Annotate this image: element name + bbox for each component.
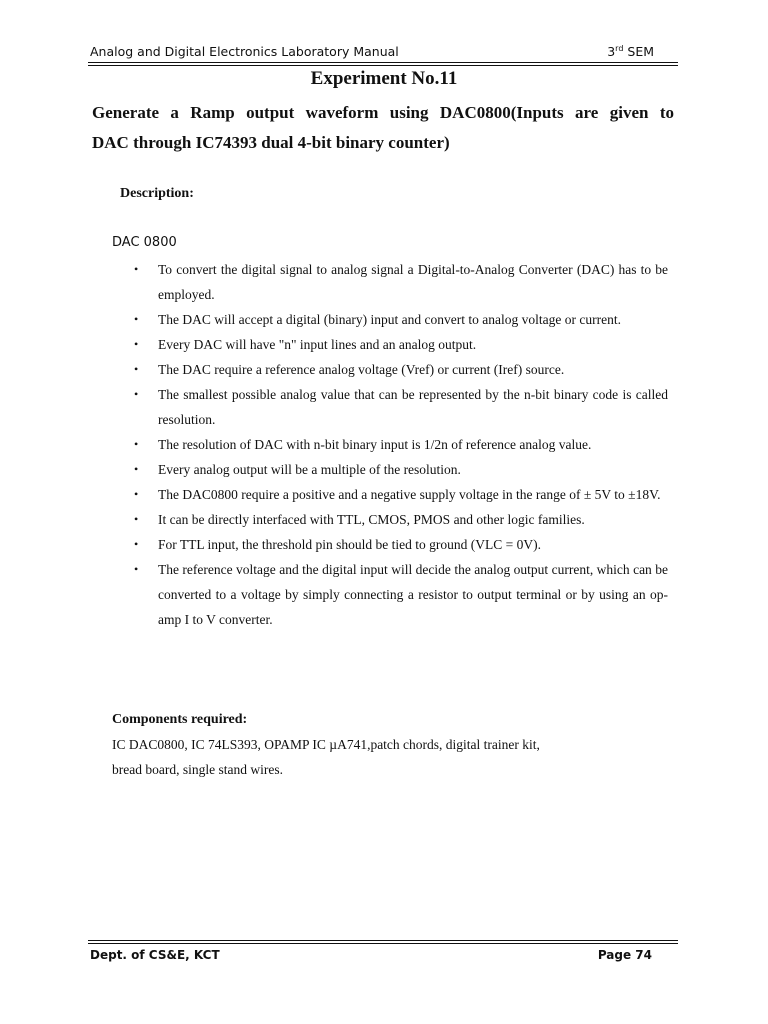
experiment-aim (92, 98, 674, 158)
bullet-item (132, 432, 668, 457)
bullet-dot-icon: • (134, 437, 139, 451)
header-sem-number: 3 (607, 44, 616, 60)
bullet-text: The DAC require a reference analog voltage (Vref) or current (Iref) source. (158, 362, 565, 377)
page-footer (90, 948, 652, 968)
header-sem-label: SEM (623, 44, 654, 60)
bullet-dot-icon: • (134, 537, 139, 551)
bullet-item (132, 332, 668, 357)
bullet-text: Every DAC will have "n" input lines and an analog output. (158, 337, 477, 352)
bullet-dot-icon: • (134, 337, 139, 351)
components-heading: Components required: (112, 712, 248, 727)
bullet-item (132, 557, 668, 632)
header-semester (607, 44, 654, 59)
bullet-dot-icon: • (134, 462, 139, 476)
bullet-dot-icon: • (134, 362, 139, 376)
bullet-dot-icon: • (134, 487, 139, 501)
bullet-text: To convert the digital signal to analog signal a Digital-to-Analog Converter (DAC) has to be employed. (158, 262, 668, 302)
bullet-dot-icon: • (134, 512, 139, 526)
bullet-dot-icon: • (134, 312, 139, 326)
page-header (90, 42, 656, 62)
dac-bullet-list (132, 257, 668, 632)
footer-page-number: Page 74 (597, 948, 652, 962)
bullet-item (132, 532, 668, 557)
bullet-item (132, 482, 668, 507)
bullet-item (132, 307, 668, 332)
header-manual-title: Analog and Digital Electronics Laboratory Manual (90, 44, 399, 59)
dac-section-heading: DAC 0800 (112, 235, 177, 250)
bullet-item (132, 357, 668, 382)
components-line-1: IC DAC0800, IC 74LS393, OPAMP IC µA741,patch chords, digital trainer kit, (112, 737, 540, 752)
header-sem-suffix: rd (615, 44, 624, 53)
bullet-dot-icon: • (134, 387, 139, 401)
aim-line-2: DAC through IC74393 dual 4-bit binary counter) (92, 133, 450, 152)
bullet-item (132, 457, 668, 482)
bullet-item (132, 382, 668, 432)
bullet-dot-icon: • (134, 262, 139, 276)
description-heading: Description: (120, 186, 194, 201)
bullet-text: It can be directly interfaced with TTL, CMOS, PMOS and other logic families. (158, 512, 585, 527)
bullet-text: The reference voltage and the digital input will decide the analog output current, which can be converted to a voltage by simply connecting a resistor to output terminal or by using an op-amp I to V converter. (158, 562, 668, 627)
bullet-text: For TTL input, the threshold pin should be tied to ground (VLC = 0V). (158, 537, 541, 552)
bullet-text: Every analog output will be a multiple of the resolution. (158, 462, 461, 477)
bullet-text: The resolution of DAC with n-bit binary input is 1/2n of reference analog value. (158, 437, 592, 452)
bullet-text: The DAC0800 require a positive and a negative supply voltage in the range of ± 5V to ±18V. (158, 487, 661, 502)
bullet-item (132, 257, 668, 307)
footer-department: Dept. of CS&E, KCT (90, 948, 220, 962)
footer-divider (88, 940, 678, 944)
bullet-item (132, 507, 668, 532)
bullet-text: The smallest possible analog value that can be represented by the n-bit binary code is called resolution. (158, 387, 668, 427)
bullet-dot-icon: • (134, 562, 139, 576)
header-divider (88, 62, 678, 66)
bullet-text: The DAC will accept a digital (binary) input and convert to analog voltage or current. (158, 312, 621, 327)
aim-line-1: Generate a Ramp output waveform using DAC0800(Inputs are given to (92, 103, 674, 122)
components-line-2: bread board, single stand wires. (112, 762, 283, 777)
experiment-title: Experiment No.11 (310, 68, 458, 89)
